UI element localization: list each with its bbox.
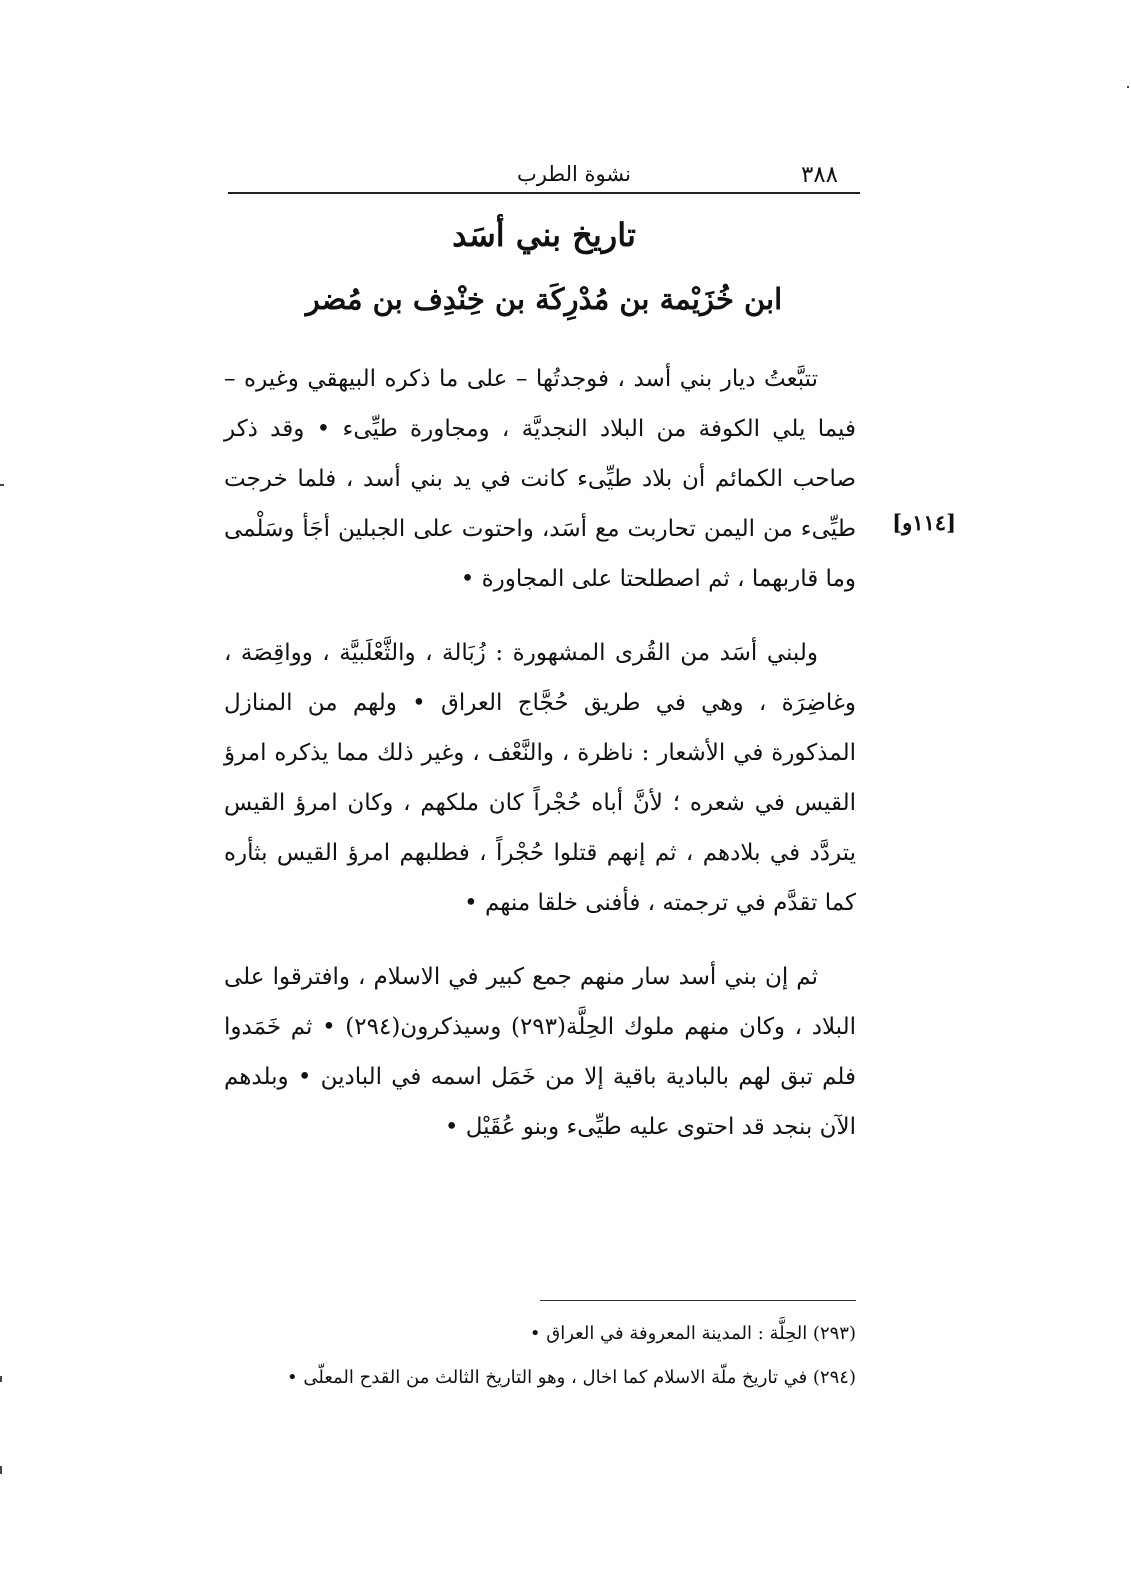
scan-edge-mark — [0, 484, 4, 486]
page-number: ٣٨٨ — [800, 162, 838, 188]
folio-marker: [١١٤و] — [892, 510, 956, 535]
chapter-subtitle: ابن خُزَيْمة بن مُدْرِكَة بن خِنْدِف بن مُضر — [305, 282, 783, 316]
footnote: (٢٩٣) الحِلَّة : المدينة المعروفة في العراق • — [529, 1323, 856, 1344]
scan-edge-mark — [0, 1376, 2, 1382]
scan-edge-mark — [1127, 86, 1129, 88]
running-title: نشوة الطرب — [517, 162, 631, 186]
page-header — [228, 160, 860, 194]
footnotes — [222, 1318, 856, 1406]
body-text — [224, 354, 856, 1152]
paragraph: ولبني أسَد من القُرى المشهورة : زُبَالة ، والثَّعْلَبيَّة ، وواقِصَة ، وغاضِرَة ، وهي في طريق حُجَّاج العراق • ولهم من المنازل المذكورة في الأشعار : ناظرة ، والنَّعْف ، وغير ذلك مما يذكره امرؤ القيس في شعره ؛ لأنَّ أباه حُجْراً كان ملكهم ، وكان امرؤ القيس يتردَّد في بلادهم ، ثم إنهم قتلوا حُجْراً ، فطلبهم امرؤ القيس بثأره كما تقدَّم في ترجمته ، فأفنى خلقا منهم • — [224, 640, 856, 916]
chapter-title: تاريخ بني أسَد — [452, 216, 636, 254]
footnote: (٢٩٤) في تاريخ ملّة الاسلام كما اخال ، وهو التاريخ الثالث من القدح المعلّى • — [287, 1367, 856, 1388]
scan-edge-mark — [0, 1466, 2, 1474]
footnote-divider — [540, 1300, 856, 1301]
paragraph: ثم إن بني أسد سار منهم جمع كبير في الاسلام ، وافترقوا على البلاد ، وكان منهم ملوك الحِلَّة(٢٩٣) وسيذكرون(٢٩٤) • ثم خَمَدوا فلم تبق لهم بالبادية باقية إلا من خَمَل اسمه في البادين • وبلدهم الآن بنجد قد احتوى عليه طيِّىء وبنو عُقَيْل • — [224, 964, 857, 1140]
paragraph: تتبَّعتُ ديار بني أسد ، فوجدتُها – على ما ذكره البيهقي وغيره – فيما يلي الكوفة من البلاد النجديَّة ، ومجاورة طيِّىء • وقد ذكر صاحب الكمائم أن بلاد طيِّىء كانت في يد بني أسد ، فلما خرجت طيِّىء من اليمن تحاربت مع أسَد، واحتوت على الجبلين أجَأ وسَلْمى وما قاربهما ، ثم اصطلحتا على المجاورة • — [224, 366, 856, 592]
